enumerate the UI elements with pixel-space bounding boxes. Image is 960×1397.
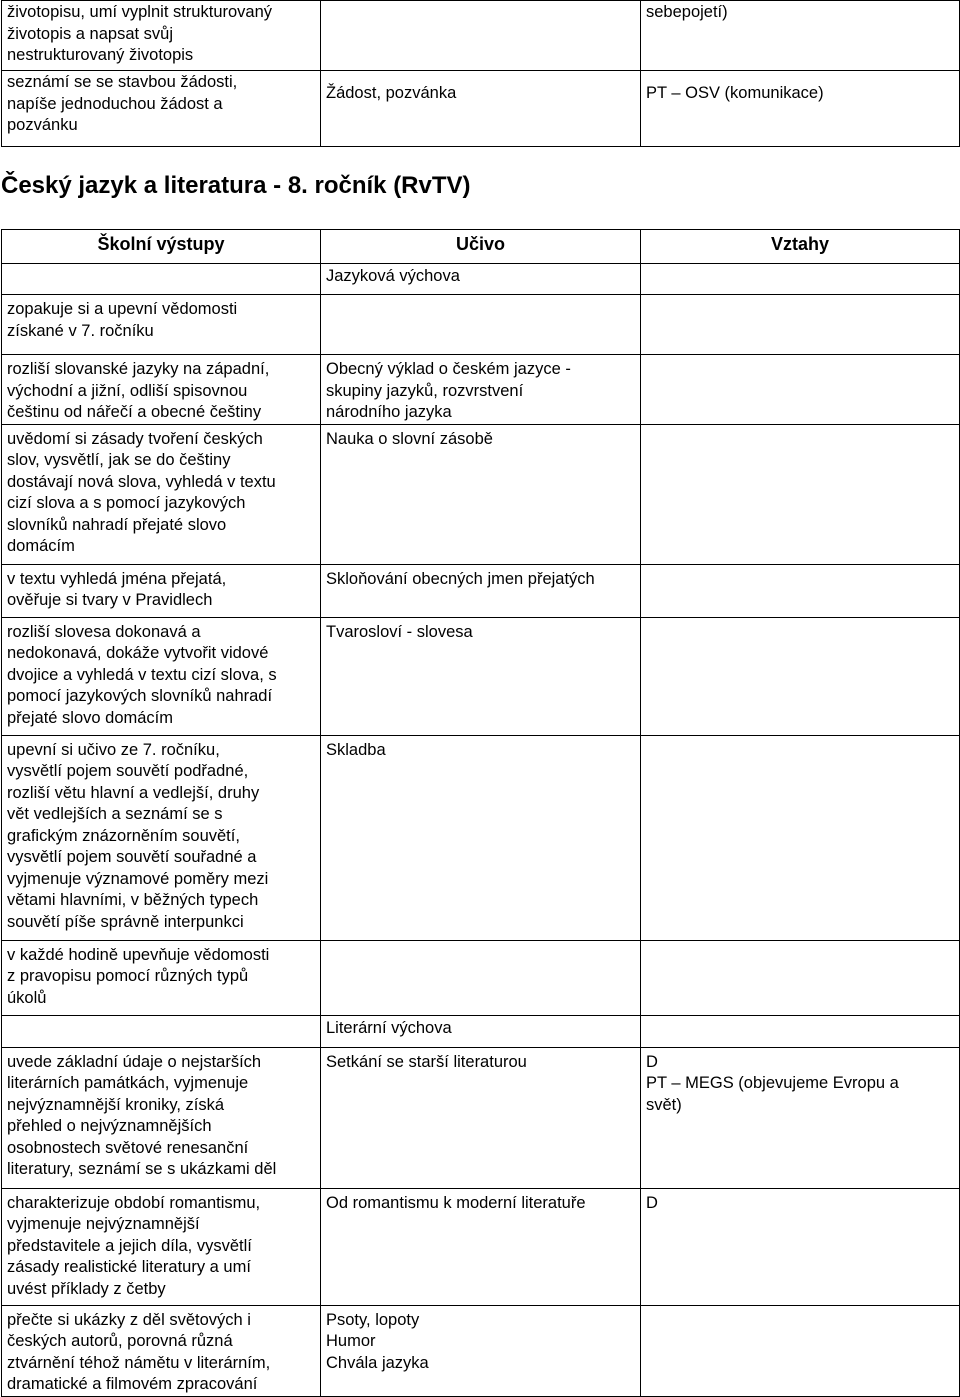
relation-cell: sebepojetí)	[641, 1, 960, 71]
outcome-cell-line: seznámí se se stavbou žádosti,	[7, 73, 238, 91]
outcome-cell-line: nedokonavá, dokáže vytvořit vidové	[7, 644, 269, 662]
content-cell	[321, 940, 641, 1015]
outcome-cell-line: z pravopisu pomocí různých typů	[7, 967, 249, 985]
outcome-cell-line: grafickým znázorněním souvětí,	[7, 826, 240, 845]
outcome-cell-line: přejaté slovo domácím	[7, 708, 173, 727]
relation-cell-line: svět)	[646, 1095, 682, 1114]
outcome-cell-line: v textu vyhledá jména přejatá,	[7, 569, 227, 588]
outcome-cell-line: rozliší větu hlavní a vedlejší, druhy	[7, 783, 260, 802]
table-row	[2, 617, 960, 735]
relation-cell	[641, 1015, 960, 1047]
content-cell-line: Tvarosloví - slovesa	[326, 622, 473, 641]
outcome-cell-line: cizí slova a s pomocí jazykových	[7, 494, 246, 512]
outcome-cell-line: dostávají nová slova, vyhledá v textu	[7, 472, 276, 491]
relation-cell	[641, 1305, 960, 1396]
table-row	[2, 1047, 960, 1188]
content-cell	[321, 1047, 641, 1188]
relation-cell	[641, 735, 960, 940]
outcome-cell-line: charakterizuje období romantismu,	[7, 1193, 261, 1212]
relation-cell: PT – OSV (komunikace)	[641, 71, 960, 147]
relation-cell	[641, 424, 960, 564]
outcome-cell	[2, 1188, 321, 1305]
outcome-cell-line: rozliší slovanské jazyky na západní,	[7, 360, 270, 378]
header-relations: Vztahy	[641, 230, 960, 264]
outcome-cell-line: vyjmenuje nejvýznamnější	[7, 1215, 200, 1233]
header-school-outcomes: Školní výstupy	[2, 230, 321, 264]
content-cell	[321, 424, 641, 564]
outcome-cell	[2, 617, 321, 735]
outcome-cell	[2, 71, 321, 147]
content-cell	[321, 295, 641, 355]
content-cell	[321, 564, 641, 617]
outcome-cell-line: osobnostech světové renesanční	[7, 1138, 249, 1157]
section-row	[2, 1015, 960, 1047]
content-cell-line: Humor	[326, 1332, 376, 1350]
content-cell-line: Chvála jazyka	[326, 1353, 429, 1372]
curriculum-table	[1, 229, 960, 1397]
section-label: Jazyková výchova	[321, 264, 641, 295]
outcome-cell	[2, 264, 321, 295]
outcome-cell-line: vysvětlí pojem souvětí souřadné a	[7, 848, 257, 866]
table-row	[2, 1, 960, 71]
outcome-cell-line: získané v 7. ročníku	[7, 321, 154, 340]
section-label: Literární výchova	[321, 1015, 641, 1047]
relation-cell	[641, 617, 960, 735]
content-cell	[321, 1188, 641, 1305]
section-row	[2, 264, 960, 295]
relation-cell-line: D	[646, 1052, 658, 1071]
outcome-cell-line: souvětí píše správně interpunkci	[7, 912, 244, 931]
outcome-cell-line: v každé hodině upevňuje vědomosti	[7, 945, 270, 964]
outcome-cell	[2, 564, 321, 617]
section-title: Český jazyk a literatura - 8. ročník (RvTV)	[1, 172, 471, 199]
relation-cell	[641, 1188, 960, 1305]
outcome-cell	[2, 1047, 321, 1188]
outcome-cell-line: češtinu od nářečí a obecné češtiny	[7, 403, 262, 421]
outcome-cell-line: představitele a jejich díla, vysvětlí	[7, 1236, 252, 1255]
outcome-cell	[2, 1015, 321, 1047]
content-cell-line: Obecný výklad o českém jazyce -	[326, 360, 571, 378]
content-cell: Žádost, pozvánka	[321, 71, 641, 147]
content-cell-line: skupiny jazyků, rozvrstvení	[326, 381, 524, 400]
outcome-cell	[2, 424, 321, 564]
relation-cell-line: PT – MEGS (objevujeme Evropu a	[646, 1074, 899, 1092]
content-cell	[321, 617, 641, 735]
content-cell-line: Skladba	[326, 740, 386, 759]
relation-cell-line: D	[646, 1193, 658, 1212]
content-cell-line: Psoty, lopoty	[326, 1310, 420, 1329]
outcome-cell-line: literatury, seznámí se s ukázkami děl	[7, 1160, 277, 1178]
outcome-cell-line: uvědomí si zásady tvoření českých	[7, 429, 263, 448]
outcome-cell	[2, 355, 321, 425]
outcome-cell-line: životopisu, umí vyplnit strukturovaný	[7, 3, 273, 21]
outcome-cell-line: rozliší slovesa dokonavá a	[7, 622, 201, 641]
content-cell	[321, 355, 641, 425]
outcome-cell-line: ztvárnění téhož námětu v literárním,	[7, 1353, 271, 1372]
relation-cell	[641, 264, 960, 295]
outcome-cell-line: nestrukturovaný životopis	[7, 46, 194, 64]
content-cell	[321, 1305, 641, 1396]
content-cell	[321, 735, 641, 940]
table-row	[2, 71, 960, 147]
outcome-cell-line: napíše jednoduchou žádost a	[7, 94, 223, 113]
content-cell-line: Nauka o slovní zásobě	[326, 429, 493, 448]
outcome-cell-line: vět vedlejších a seznámí se s	[7, 805, 223, 823]
table-header-row	[2, 230, 960, 264]
relation-cell	[641, 940, 960, 1015]
outcome-cell	[2, 1, 321, 71]
table-row	[2, 564, 960, 617]
outcome-cell-line: vysvětlí pojem souvětí podřadné,	[7, 762, 249, 780]
outcome-cell-line: zásady realistické literatury a umí	[7, 1258, 251, 1276]
outcome-cell	[2, 295, 321, 355]
outcome-cell-line: slovníků nahradí přejaté slovo	[7, 515, 227, 534]
outcome-cell	[2, 1305, 321, 1396]
content-cell	[321, 1, 641, 71]
outcome-cell-line: ověřuje si tvary v Pravidlech	[7, 591, 213, 609]
content-cell-line: národního jazyka	[326, 403, 452, 421]
table-row	[2, 295, 960, 355]
outcome-cell-line: uvede základní údaje o nejstarších	[7, 1052, 262, 1071]
table-row	[2, 1305, 960, 1396]
outcome-cell-line: východní a jižní, odliší spisovnou	[7, 381, 248, 400]
relation-cell	[641, 1047, 960, 1188]
outcome-cell-line: domácím	[7, 537, 75, 555]
outcome-cell-line: dvojice a vyhledá v textu cizí slova, s	[7, 665, 277, 684]
outcome-cell-line: zopakuje si a upevní vědomosti	[7, 300, 238, 318]
relation-cell	[641, 295, 960, 355]
outcome-cell-line: slov, vysvětlí, jak se do češtiny	[7, 451, 231, 469]
table-row	[2, 355, 960, 425]
relation-cell	[641, 564, 960, 617]
content-cell-line: Setkání se starší literaturou	[326, 1052, 527, 1071]
outcome-cell-line: životopis a napsat svůj	[7, 24, 174, 43]
outcome-cell-line: uvést příklady z četby	[7, 1279, 166, 1298]
content-cell-line: Skloňování obecných jmen přejatých	[326, 569, 595, 588]
outcome-cell-line: přečte si ukázky z děl světových i	[7, 1310, 251, 1329]
table-row	[2, 940, 960, 1015]
outcome-cell-line: úkolů	[7, 988, 47, 1007]
outcome-cell-line: upevní si učivo ze 7. ročníku,	[7, 740, 220, 759]
table-row	[2, 424, 960, 564]
header-content: Učivo	[321, 230, 641, 264]
content-cell-line: Od romantismu k moderní literatuře	[326, 1193, 586, 1212]
outcome-cell-line: přehled o nejvýznamnějších	[7, 1117, 212, 1135]
outcome-cell	[2, 735, 321, 940]
outcome-cell-line: pozvánku	[7, 116, 78, 134]
outcome-cell-line: nejvýznamnější kroniky, získá	[7, 1095, 225, 1114]
outcome-cell-line: dramatické a filmovém zpracování	[7, 1375, 258, 1393]
top-continuation-table	[1, 0, 960, 147]
outcome-cell-line: vyjmenuje významové poměry mezi	[7, 869, 269, 888]
outcome-cell	[2, 940, 321, 1015]
outcome-cell-line: českých autorů, porovná různá	[7, 1332, 233, 1350]
outcome-cell-line: literárních památkách, vyjmenuje	[7, 1074, 249, 1092]
relation-cell	[641, 355, 960, 425]
table-row	[2, 1188, 960, 1305]
outcome-cell-line: pomocí jazykových slovníků nahradí	[7, 687, 273, 705]
outcome-cell-line: větami hlavními, v běžných typech	[7, 891, 259, 909]
table-row	[2, 735, 960, 940]
